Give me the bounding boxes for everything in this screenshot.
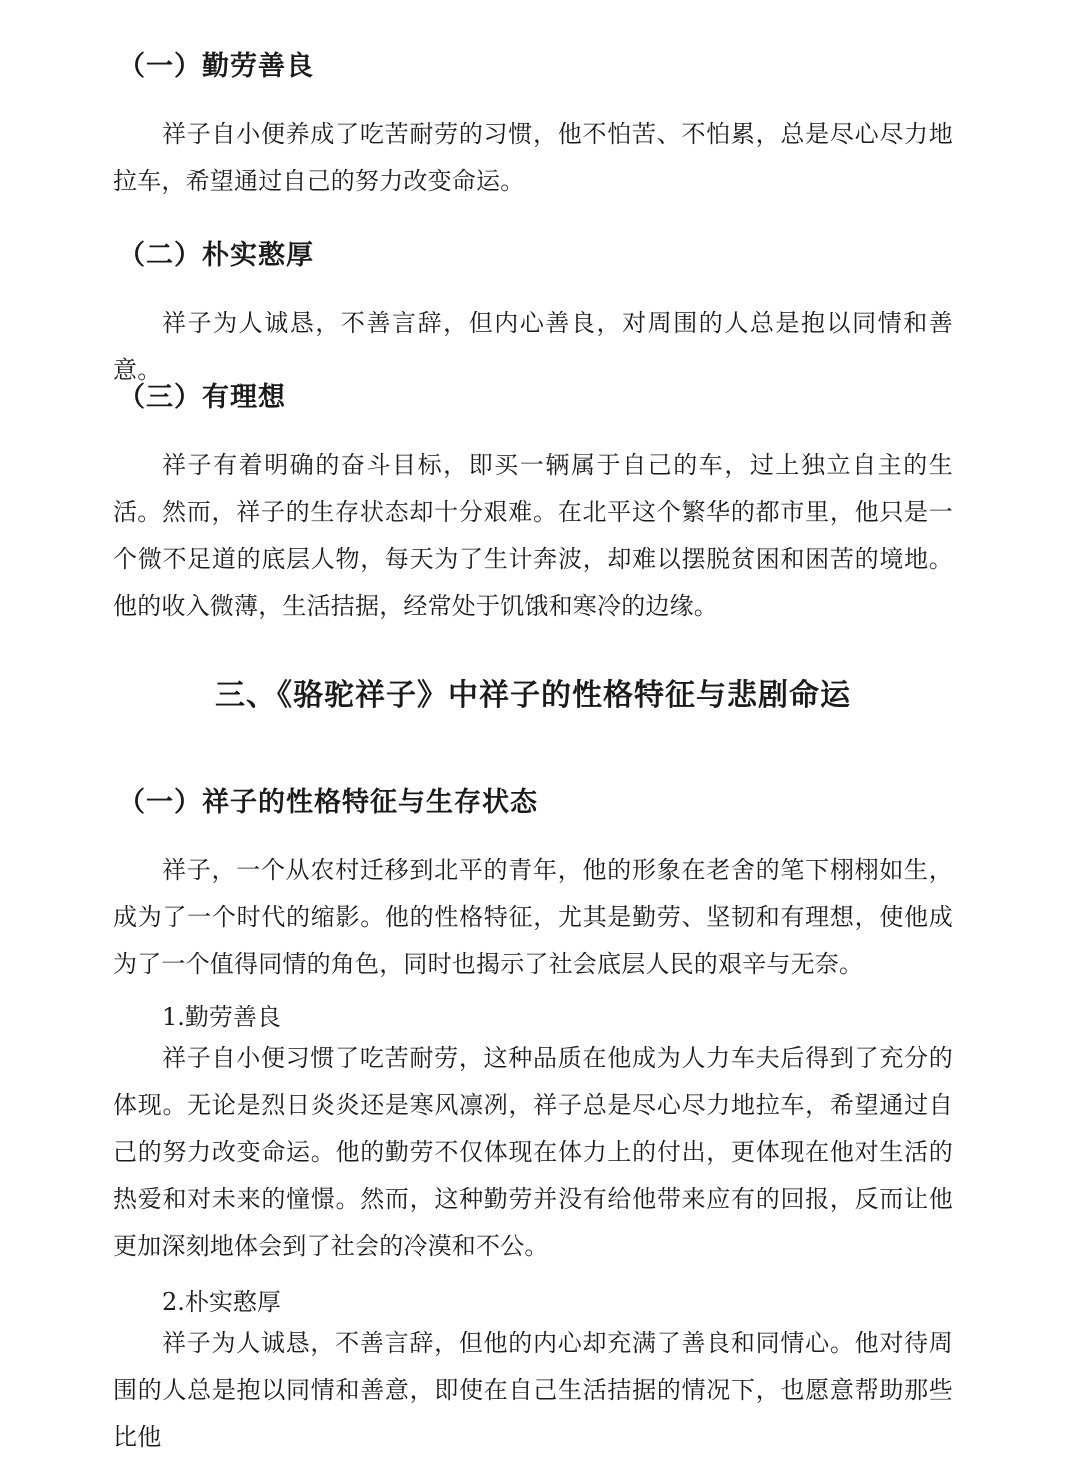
paragraph-honest: 祥子为人诚恳，不善言辞，但内心善良，对周围的人总是抱以同情和善意。	[113, 309, 953, 384]
paragraph-ideal: 祥子有着明确的奋斗目标，即买一辆属于自己的车，过上独立自主的生活。	[113, 451, 953, 526]
subheading-diligent: 1.勤劳善良	[162, 1003, 281, 1031]
paragraph-diligent: 祥子自小便养成了吃苦耐劳的习惯，他不怕苦、不怕累，总是尽心尽力地拉车，希望通过自己的努力改变命运。	[113, 120, 953, 195]
section-heading-character: （一）祥子的性格特征与生存状态	[118, 787, 538, 818]
paragraph-living-state: 然而，祥子的生存状态却十分艰难。在北平这个繁华的都市里，他只是一个微不足道的底层人物，每天为了生计奔波，却难以摆脱贫困和困苦的境地。他的收入微薄，生活拮据，经常处于饥饿和寒冷的边缘。	[113, 498, 953, 620]
section-heading-ideal: （三）有理想	[118, 382, 286, 413]
subheading-honest: 2.朴实憨厚	[162, 1288, 281, 1316]
paragraph-diligent-detail: 祥子自小便习惯了吃苦耐劳，这种品质在他成为人力车夫后得到了充分的体现。无论是烈日炎炎还是寒风凛冽，祥子总是尽心尽力地拉车，希望通过自己的努力改变命运。他的勤劳不仅体现在体力上的付出，更体现在他对生活的热爱和对未来的憧憬。然而，这种勤劳并没有给他带来应有的回报，反而让他更加深刻地体会到了社会的冷漠和不公。	[113, 1044, 953, 1260]
chapter-title: 三、《骆驼祥子》中祥子的性格特征与悲剧命运	[215, 678, 851, 713]
paragraph-honest-detail: 祥子为人诚恳，不善言辞，但他的内心却充满了善良和同情心。他对待周围的人总是抱以同情和善意，即使在自己生活拮据的情况下，也愿意帮助那些比他	[113, 1329, 953, 1451]
paragraph-character-intro: 祥子，一个从农村迁移到北平的青年，他的形象在老舍的笔下栩栩如生，成为了一个时代的缩影。他的性格特征，尤其是勤劳、坚韧和有理想，使他成为了一个值得同情的角色，同时也揭示了社会底层人民的艰辛与无奈。	[113, 856, 953, 978]
section-heading-diligent: （一）勤劳善良	[118, 51, 314, 82]
section-heading-honest: （二）朴实憨厚	[118, 240, 314, 271]
